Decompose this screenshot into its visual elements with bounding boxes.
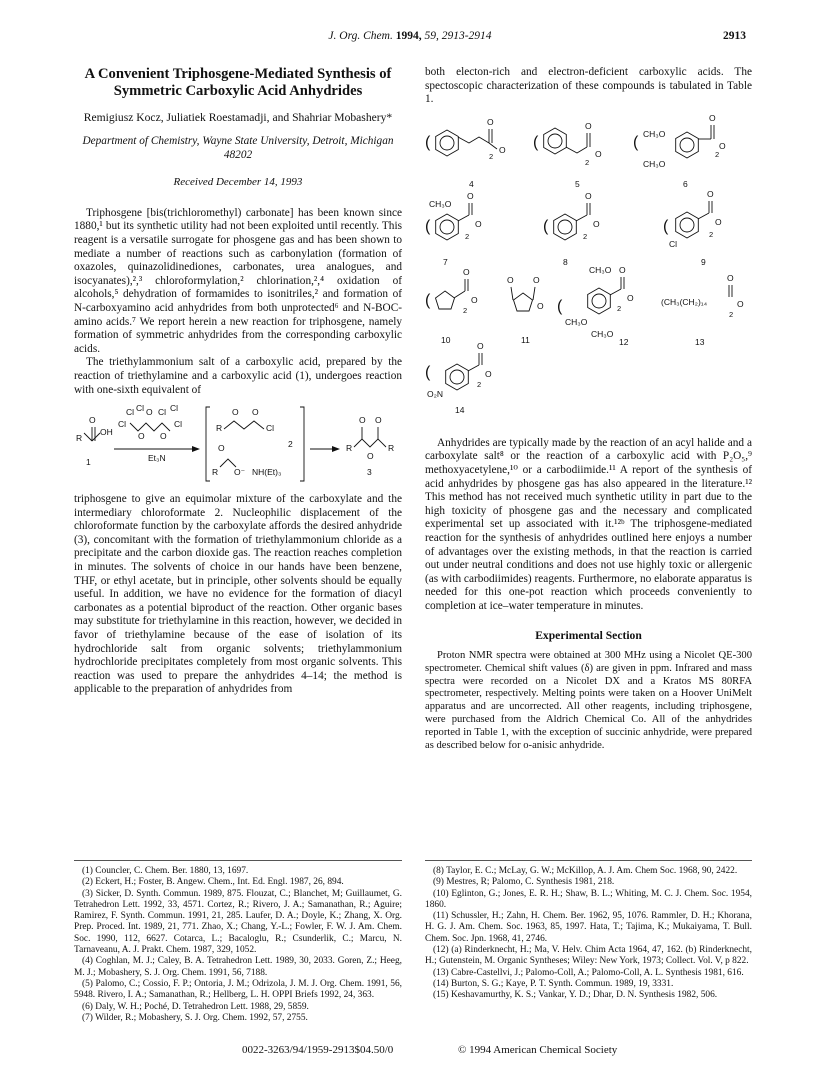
cl-5: Cl [118,419,127,430]
reaction-scheme-drawing [74,401,402,487]
svg-text:(: ( [663,217,669,235]
paragraph-mechanism: triphosgene to give an equimolar mixture of the carboxylate and the intermediary chloroformate 2. Nucleophilic displacement of the chloroformate function by the carboxylate affords the desired anhydride (3), concomitant with the formation of triethylammonium chloride as a precipitate and the carbon dioxide gas. The reaction reaches completion in minutes. The solvents of choice in our hands have been benzene, THF, or ethyl acetate, but in principle, other solvents should be equally useful. In addition, we have no evidence for the formation of diacyl carbonates as a potential biproduct of the reaction. Other organic bases may substitute for triethylamine in this reaction, however, we decided in favor of triethylamine because of the ease of isolation of its hydrochloride salt from organic solvents; triethylammonium hydrochloride precipitates completely from most organic solvents. This reaction was used to prepare the anhydrides 4–14; the method is applicable to the preparation of anhydrides from [74,493,402,696]
reaction-scheme [74,401,402,487]
s7-o2: O [475,218,482,229]
footnote: (13) Cabre-Castellvi, J.; Palomo-Coll, A.; Palomo-Coll, A. L. Synthesis 1981, 616. [433,967,744,978]
compound-1-r: R [76,433,83,444]
s12-ch3o-3: CH₃O [591,328,614,339]
right-column [425,66,752,752]
running-head [74,30,746,46]
s6-sub: 2 [715,149,720,159]
s10-sub: 2 [463,305,468,315]
page-number: 2913 [723,30,746,42]
o-2: O [138,431,145,442]
structure-14-label: 14 [455,404,465,415]
cl-2: Cl [136,403,145,414]
compound-3-label: 3 [367,467,372,478]
footnote: (11) Schussler, H.; Zahn, H. Chem. Ber. 1962, 95, 1076. Rammler, D. H.; Khorana, H. G. J. Am. Chem. Soc. 1963, 85, 1997. Hata, T.; Tajima, K.; Mukaiyama, T. Bull. Chem. Soc. Jpn. 1968, 41, 2746. [425,911,752,944]
footnote: (10) Eglinton, G.; Jones, E. R. H.; Shaw, B. L.; Whiting, M. C. J. Chem. Soc. 1954, 1860. [425,888,752,910]
o-1: O [146,407,153,418]
reagent-label: Et₃N [148,453,166,464]
structure-6 [633,115,726,189]
footnote: (4) Coghlan, M. J.; Caley, B. A. Tetrahedron Lett. 1989, 30, 2033. Goren, Z.; Heeg, M. J.; Mobashery, S. J. Org. Chem. 1991, 56, 7188. [74,956,402,978]
int-label: 2 [288,439,293,450]
s12-o1: O [619,264,626,275]
s11-o3: O [537,300,544,311]
paragraph-salt: The triethylammonium salt of a carboxylic acid, prepared by the reaction of triethylamine and a carboxylic acid (1), undergoes reaction with one-sixth equivalent of [74,356,402,396]
paragraph-intro: Triphosgene [bis(trichloromethyl) carbonate] has been known since 1880,¹ but its synthetic utility had not been exploited until recently. This reagent is a versatile surrogate for phosgene gas and has been shown to mediate a number of reactions such as carbonylation (formation of oxazoles, quinazolidinediones, carbonates, urea analogues, and isocyanates),²,³ chloroformylation,² chlorination,²,⁴ oxidation of alcohols,⁵ dehydration of formamides to isonitriles,² and formation of N-carboxyamino acid anhydrides from both unprotected⁶ and N-BOC-amino acids.⁷ We report herein a new reaction for triphosgene, namely formation of symmetric anhydrides from the corresponding carboxylic acids. [74,206,402,355]
s4-o1: O [487,116,494,127]
article-affiliation: Department of Chemistry, Wayne State University, Detroit, Michigan 48202 [82,135,394,161]
svg-text:(: ( [533,133,539,151]
structure-14 [425,341,492,415]
paragraph-background: Anhydrides are typically made by the reaction of an acyl halide and a carboxylate salt⁸ or the reaction of a carboxylic acid with P₂O₅,⁹ methoxyacetylene,¹⁰ or a carbodiimide.¹¹ A report of the synthesis of acid anhydrides by phosgene gas has also appeared in the literature.¹² This method has not received much synthetic utility in part due to the high toxicity of phosgene gas and the necessary and complicated experimental set up associated with it.¹²ᵇ The triphosgene-mediated reaction for the synthesis of anhydrides outlined here enjoys a number of advantages over the existing methods, in that the reaction is carried out under neutral conditions and does not use highly toxic or allergenic (as with carbodiimides) reagents. Furthermore, no elaborate apparatus is needed for this one-pot reaction which proceeds conveniently to completion at ice–water temperature in minutes. [425,436,752,612]
structure-4-label: 4 [469,178,474,189]
s9-o2: O [715,216,722,227]
structure-11 [507,275,544,345]
int-r-2: R [212,467,219,478]
svg-text:(: ( [425,363,431,381]
structure-12-label: 12 [619,336,629,347]
structure-8-label: 8 [563,256,568,267]
svg-text:(: ( [425,291,431,309]
prod-o-2: O [375,415,382,426]
article-title: A Convenient Triphosgene-Mediated Synthesis of Symmetric Carboxylic Acid Anhydrides [84,66,392,99]
int-o-3: O [218,443,225,454]
structure-9 [663,189,722,267]
compound-1 [76,415,113,467]
s14-o1: O [477,340,484,351]
s5-o2: O [595,148,602,159]
compound-1-o: O [89,415,96,426]
reaction-arrow-2-head [332,446,340,452]
prod-r-1: R [346,443,353,454]
svg-text:(: ( [425,217,431,235]
structure-10-label: 10 [441,334,451,345]
footnotes-left [74,860,402,1024]
issn-code: 0022-3263/94/1959-2913$04.50/0 [242,1044,394,1056]
footnote: (3) Sicker, D. Synth. Commun. 1989, 875. Flouzat, C.; Blanchet, M; Guillaumet, G. Tetrahedron Lett. 1992, 33, 4571. Cortez, R.; Rivero, J. A.; Samanathan, R.; Aguire; Ramirez, F. Synth. Commun. 1991, 21, 285. Laufer, D. A.; Doyle, K.; Zhang, X. Org. Prep. Proced. Int. 1989, 21, 771. Zhao, X.; Chang, Y.-L.; Fowler, F. W. J. Am. Chem. Soc. 1990, 112, 6627. Cotarca, L.; Bacaloglu, R.; Csunderlik, C.; Marcu, N. Tarnaveanu, A. J. Prakt. Chem. 1987, 329, 1052. [74,888,402,956]
o-3: O [160,431,167,442]
s14-sub: 2 [477,379,482,389]
s12-o2: O [627,292,634,303]
structure-7-label: 7 [443,256,448,267]
structure-12 [557,265,634,347]
footnote: (9) Mestres, R; Palomo, C. Synthesis 1981, 218. [433,877,615,888]
s6-o1: O [709,114,716,123]
structure-5 [533,121,602,189]
footnote: (2) Eckert, H.; Foster, B. Angew. Chem., Int. Ed. Engl. 1987, 26, 894. [82,877,344,888]
experimental-heading: Experimental Section [535,628,642,642]
structure-8 [543,191,600,267]
cl-1: Cl [126,407,135,418]
structure-4 [425,117,506,189]
s6-ch3o-2: CH₃O [643,158,666,169]
anhydride-structures [425,115,752,415]
s12-ch3o-1: CH₃O [589,264,612,275]
compound-3 [346,415,394,477]
footnote: (5) Palomo, C.; Cossio, F. P.; Ontoria, J. M.; Odrizola, J. M. J. Org. Chem. 1991, 56, 5948. Rivero, I. A.; Samanathan, R.; Hellberg, L. H. OPPI Briefs 1992, 24, 363. [74,978,402,1001]
svg-text:(: ( [543,217,549,235]
article-authors: Remigiusz Kocz, Juliatiek Roestamadji, and Shahriar Mobashery* [83,111,393,124]
s13-o2: O [737,298,744,309]
s7-ch3o: CH₃O [429,198,452,209]
prod-o-3: O [367,451,374,462]
prod-r-2: R [388,443,395,454]
s10-o1: O [463,266,470,277]
s9-o1: O [707,188,714,199]
received-date: Received December 14, 1993 [173,176,303,189]
compound-1-label: 1 [86,457,91,468]
s4-o2: O [499,144,506,155]
int-r-1: R [216,423,223,434]
svg-text:(: ( [633,133,639,151]
cl-3: Cl [158,407,167,418]
journal-year: 1994, [395,30,422,42]
s14-o2: O [485,368,492,379]
svg-text:(: ( [425,133,431,151]
cl-6: Cl [174,419,183,430]
int-o-minus: O⁻ [234,467,246,478]
running-head-citation [74,30,746,42]
compound-1-oh: OH [100,427,113,438]
s5-o1: O [585,120,592,131]
s5-sub: 2 [585,157,590,167]
s12-ch3o-2: CH₃O [565,316,588,327]
s6-ch3o-1: CH₃O [643,128,666,139]
s13-alkyl: (CH₃(CH₂)₁₄ [661,296,708,307]
s11-o1: O [507,274,514,285]
structure-9-label: 9 [701,256,706,267]
s8-o1: O [585,190,592,201]
prod-o-1: O [359,415,366,426]
s6-o2: O [719,140,726,151]
s9-sub: 2 [709,229,714,239]
s13-o1: O [727,272,734,283]
journal-name: J. Org. Chem. [328,30,393,42]
footnote: (15) Keshavamurthy, K. S.; Vankar, Y. D.; Dhar, D. N. Synthesis 1982, 506. [433,990,718,1001]
footnote: (7) Wilder, R.; Mobashery, S. J. Org. Chem. 1992, 57, 2755. [82,1012,308,1023]
int-o-1: O [232,407,239,418]
s13-sub: 2 [729,309,734,319]
footnote: (12) (a) Rinderknecht, H.; Ma, V. Helv. Chim Acta 1964, 47, 162. (b) Rinderknecht, H.; Gutenstein, M. Organic Syntheses; Wiley: New York, 1973; Collect. Vol. V, p 822. [425,945,752,967]
left-column [74,66,402,697]
s8-sub: 2 [583,231,588,241]
int-cl: Cl [266,423,275,434]
structure-13 [661,273,744,347]
paragraph-scope: both electon-rich and electron-deficient carboxylic acids. The spectoscopic characterization of these compounds is tabulated in Table 1. [425,66,752,106]
journal-pages: 2913-2914 [441,30,492,42]
s7-o1: O [467,190,474,201]
experimental-section [425,650,752,752]
structure-13-label: 13 [695,336,705,347]
svg-text:(: ( [557,297,563,315]
footnote: (1) Councler, C. Chem. Ber. 1880, 13, 1697. [82,866,249,876]
structure-10 [425,267,478,345]
footnotes-right [425,860,752,1002]
intermediate-2 [206,407,304,481]
copyright-notice: © 1994 American Chemical Society [458,1044,618,1056]
footnote: (6) Daly, W. H.; Poché, D. Tetrahedron Lett. 1988, 29, 5859. [82,1001,309,1012]
s10-o2: O [471,294,478,305]
int-nh: NH(Et)₃ [252,467,282,478]
anhydride-structures-drawing [425,115,752,415]
s4-sub: 2 [489,151,494,161]
s8-o2: O [593,218,600,229]
int-o-2: O [252,407,259,418]
reaction-arrow-1-head [192,446,200,452]
s11-o2: O [533,274,540,285]
s9-cl: Cl [669,238,678,249]
structure-5-label: 5 [575,178,580,189]
cl-4: Cl [170,403,179,414]
s12-sub: 2 [617,303,622,313]
structure-11-label: 11 [521,334,530,345]
footnote: (8) Taylor, E. C.; McLay, G. W.; McKillop, A. J. Am. Chem Soc. 1968, 90, 2422. [433,866,738,876]
triphosgene [118,403,182,441]
s14-o2n: O₂N [427,388,444,399]
structure-7 [425,191,482,267]
footnote: (14) Burton, S. G.; Kaye, P. T. Synth. Commun. 1989, 19, 3331. [433,978,674,989]
s7-sub: 2 [465,231,470,241]
paragraph-experimental: Proton NMR spectra were obtained at 300 MHz using a Nicolet QE-300 spectrometer. Chemical shift values (δ) are given in ppm. Infrared and mass spectra were recorded on a Nicolet DX and a Kratos MS 80RFA spectrometer, respectively. Melting points were taken on a Hoover UniMelt apparatus and are uncorrected. All other reagents, including triphosgene, were purchased from the Aldrich Chemical Co. All of the anhydrides reported in Table 1, with the exception of succinic anhydride, were prepared as described below for o-anisic anhydride. [425,650,752,751]
structure-6-label: 6 [683,178,688,189]
journal-volume: 59, [424,30,439,42]
